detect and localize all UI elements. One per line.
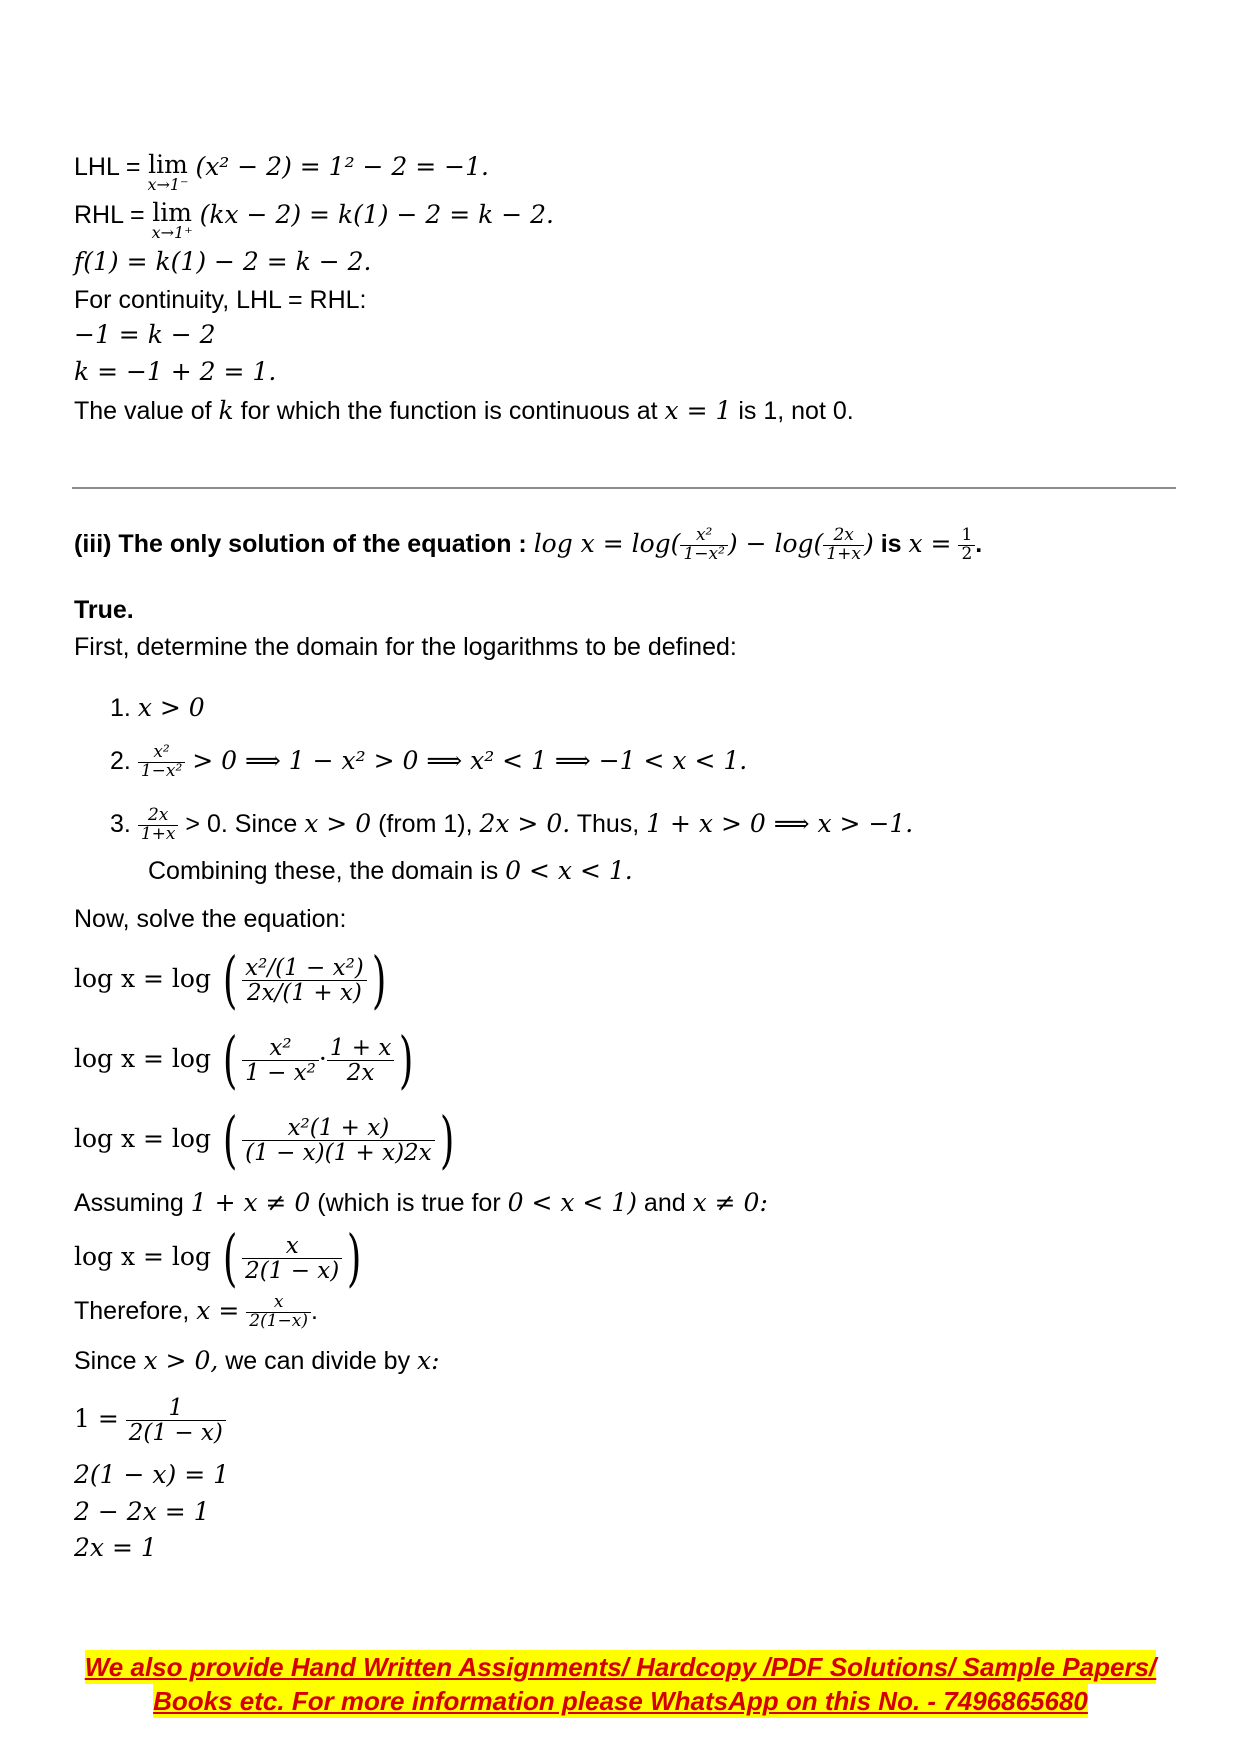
- assume-math: x ≠ 0:: [692, 1188, 768, 1217]
- item-number: 2.: [110, 747, 131, 775]
- conclusion-x: x = 1: [664, 396, 732, 425]
- step-frac: $\frac{1 + x}{2x}$: [327, 1036, 395, 1085]
- step-lhs: log x = log: [74, 1242, 211, 1271]
- right-paren: ): [371, 943, 387, 1017]
- list-item: [110, 800, 913, 848]
- since-line: [74, 1346, 440, 1376]
- one-frac: $\frac{1}{2(1 - x)}$: [126, 1396, 226, 1445]
- answer-true: True.: [74, 596, 134, 624]
- item-math: 2x > 0.: [479, 809, 571, 838]
- combining-math: 0 < x < 1.: [505, 856, 633, 885]
- item-text: > 0. Since: [185, 810, 298, 838]
- assume-text: (which is true for: [317, 1189, 501, 1217]
- since-text: Since: [74, 1347, 137, 1375]
- heading-text: (iii) The only solution of the equation :: [74, 530, 527, 558]
- domain-intro: First, determine the domain for the logarithms to be defined:: [74, 633, 737, 661]
- assume-math: 0 < x < 1): [507, 1188, 637, 1217]
- rhl-label: RHL =: [74, 201, 145, 229]
- solve-step-1: [74, 938, 391, 1020]
- item-text: Thus,: [576, 810, 640, 838]
- left-paren: (: [222, 1221, 238, 1295]
- item-frac: $\frac{2x}{1+x}$: [138, 807, 179, 844]
- heading-is: is: [880, 530, 902, 558]
- heading-half: $\frac{1}{2}$: [958, 527, 975, 564]
- item-math: 1 + x > 0 ⟹ x > −1.: [646, 809, 914, 838]
- conclusion-post: is 1, not 0.: [738, 397, 854, 425]
- one-equals-line: [74, 1384, 226, 1454]
- step-frac: $\frac{\text{x²/(1 − x²)}}{2x/(1 + x)}$: [242, 956, 367, 1005]
- left-paren: (: [222, 943, 238, 1017]
- solve-step-4: [74, 1216, 366, 1298]
- list-item: [110, 737, 747, 785]
- heading-x-eq: x =: [908, 529, 952, 558]
- eq2-line: k = −1 + 2 = 1.: [74, 357, 277, 386]
- final-line-1: 2(1 − x) = 1: [74, 1460, 230, 1489]
- dot-operator: ·: [318, 1044, 327, 1073]
- left-paren: (: [222, 1023, 238, 1097]
- solve-intro: Now, solve the equation:: [74, 905, 347, 933]
- heading-eq-lhs: log x = log(: [533, 529, 681, 558]
- section-divider: [72, 487, 1176, 489]
- conclusion-pre: The value of: [74, 397, 212, 425]
- continuity-line: For continuity, LHL = RHL:: [74, 286, 367, 314]
- lhl-expression: (x² − 2) = 1² − 2 = −1.: [195, 152, 489, 181]
- assume-text: Assuming: [74, 1189, 184, 1217]
- since-text: we can divide by: [225, 1347, 411, 1375]
- item-text: x > 0: [137, 693, 205, 722]
- rhl-expression: (kx − 2) = k(1) − 2 = k − 2.: [199, 200, 554, 229]
- conclusion-mid: for which the function is continuous at: [240, 397, 658, 425]
- lhl-label: LHL =: [74, 153, 141, 181]
- step-frac: $\frac{\text{x²}}{\text{1 − x²}}$: [242, 1036, 319, 1085]
- right-paren: ): [347, 1221, 362, 1295]
- right-paren: ): [439, 1103, 455, 1177]
- item-text: > 0 ⟹ 1 − x² > 0 ⟹ x² < 1 ⟹ −1 < x < 1.: [192, 746, 748, 775]
- solve-step-3: [74, 1098, 459, 1180]
- step-lhs: log x = log: [74, 1124, 211, 1153]
- step-lhs: log x = log: [74, 964, 211, 993]
- heading-eq-end: ): [863, 529, 874, 558]
- therefore-x: x =: [196, 1296, 240, 1325]
- assume-text: and: [643, 1189, 686, 1217]
- heading-eq-mid: ) − log(: [727, 529, 824, 558]
- item-text: (from 1),: [378, 810, 473, 838]
- since-math: x > 0,: [143, 1346, 219, 1375]
- f1-line: f(1) = k(1) − 2 = k − 2.: [74, 247, 372, 276]
- solve-step-2: [74, 1018, 419, 1100]
- footer-line-2: Books etc. For more information please WhatsApp on this No. - 7496865680: [153, 1686, 1088, 1716]
- combining-text: Combining these, the domain is: [148, 857, 499, 885]
- lhl-limit: lim x→1⁻: [147, 150, 189, 194]
- rhl-line: [74, 200, 554, 240]
- item-number: 1.: [110, 694, 131, 722]
- section-iii-heading: [74, 524, 982, 564]
- step-frac: $\frac{\text{x²(1 + x)}}{(1 - x)(1 + x)2x}$: [242, 1116, 435, 1165]
- conclusion-k: k: [218, 396, 234, 425]
- assume-line: [74, 1188, 768, 1218]
- list-item: [110, 693, 205, 723]
- conclusion-line: [74, 396, 854, 426]
- final-line-2: 2 − 2x = 1: [74, 1497, 210, 1526]
- heading-period: .: [975, 530, 983, 558]
- item-math: x > 0: [304, 809, 372, 838]
- footer-line-1: We also provide Hand Written Assignments/ Hardcopy /PDF Solutions/ Sample Papers/: [84, 1652, 1157, 1682]
- heading-frac-1: $\frac{\text{x²}}{\text{1−x²}}$: [680, 527, 727, 564]
- heading-frac-2: $\frac{2x}{1+x}$: [823, 527, 864, 564]
- rhl-limit: lim x→1⁺: [151, 198, 193, 242]
- final-line-3: 2x = 1: [74, 1533, 157, 1562]
- footer-advert: [0, 1650, 1241, 1718]
- item-number: 3.: [110, 810, 131, 838]
- assume-math: 1 + x ≠ 0: [190, 1188, 311, 1217]
- therefore-text: Therefore,: [74, 1297, 190, 1325]
- combining-line: [148, 856, 633, 886]
- therefore-line: Therefore, x = $\frac{x}{2(1-x)}$ .: [74, 1292, 318, 1331]
- step-frac: $\frac{x}{2(1 - x)}$: [242, 1234, 342, 1283]
- one-eq: 1 =: [74, 1404, 119, 1433]
- right-paren: ): [399, 1023, 414, 1097]
- eq1-line: −1 = k − 2: [74, 320, 216, 349]
- left-paren: (: [222, 1103, 238, 1177]
- step-lhs: log x = log: [74, 1044, 211, 1073]
- since-x: x:: [417, 1346, 440, 1375]
- item-frac: $\frac{\text{x²}}{\text{1−x²}}$: [138, 744, 185, 781]
- lhl-line: [74, 152, 489, 192]
- therefore-frac: $\frac{x}{2(1-x)}$: [246, 1294, 311, 1331]
